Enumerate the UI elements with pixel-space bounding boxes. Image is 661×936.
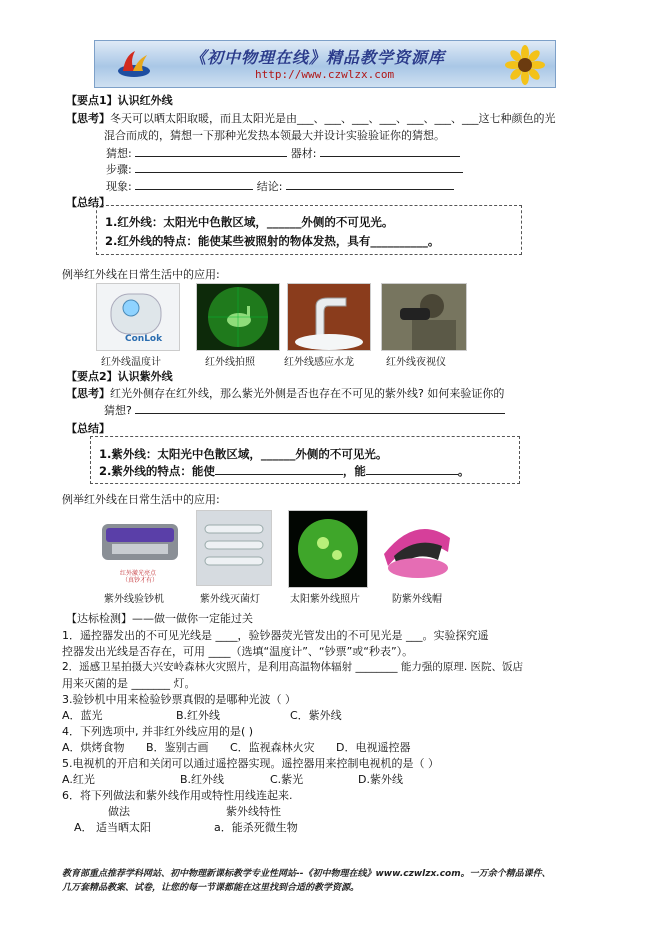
q4-option-b[interactable]: B．鉴别古画 (146, 741, 209, 754)
summary1-item-1: 1.红外线：太阳光中色散区域，______外侧的不可见光。 (105, 215, 394, 229)
q4-text: 4．下列选项中, 并非红外线应用的是( ) (62, 725, 254, 738)
uv-caption-1: 紫外线验钞机 (104, 594, 164, 605)
guess-input[interactable] (135, 145, 287, 157)
summary2-label: 【总结】 (66, 422, 110, 435)
ir-caption-4: 红外线夜视仪 (386, 357, 446, 368)
detector-label-2: （真钞才有） (122, 577, 159, 584)
faucet-icon (288, 284, 370, 350)
q6-text: 6．将下列做法和紫外线作用或特性用线连起来. (62, 789, 293, 802)
q2-line-b: 用来灭菌的是 _______ 灯。 (62, 677, 196, 690)
summary2-item-2 (99, 463, 469, 479)
steps-label: 步骤: (106, 163, 132, 176)
q1-line-a: 1．遥控器发出的不可见光线是 ____，验钞器荧光管发出的不可见光是 ___。实验探究遥 (62, 629, 489, 642)
ir-examples-title: 例举红外线在日常生活中的应用: (62, 268, 220, 281)
phenomenon-label: 现象: (106, 180, 132, 193)
soldier-nightvision-icon (382, 284, 466, 350)
footer-line-2: 几万套精品教案、试卷，让您的每一节课都能在这里找到合适的教学资源。 (62, 883, 360, 893)
think2-text-1: 红光外侧存在红外线，那么紫光外侧是否也存在不可见的紫外线? 如何来验证你的 (110, 387, 505, 400)
site-banner (94, 40, 556, 88)
steps-input[interactable] (135, 161, 463, 173)
conclusion-input[interactable] (286, 178, 454, 190)
banner-url[interactable]: http://www.czwlzx.com (255, 68, 395, 81)
q2-line-a: 2．遥感卫星拍摄大兴安岭森林火灾照片，是利用高温物体辐射 ________ 能力强的原理. 医院、饭店 (62, 661, 524, 673)
banner-title: 《初中物理在线》精品教学资源库 (190, 48, 446, 67)
summary2-blank-2[interactable] (366, 463, 458, 475)
think-text-1: 冬天可以晒太阳取暖，而且太阳光是由___、___、___、___、___、___、___这七种颜色的光 (110, 112, 556, 125)
q4-option-d[interactable]: D．电视遥控器 (336, 741, 411, 754)
summary2-item-2-c: 。 (457, 464, 470, 478)
uv-sun-image (288, 510, 368, 588)
summary2-item-2-b: ，能 (342, 464, 366, 478)
think2-row-2 (104, 402, 505, 418)
equipment-label: 器材: (290, 147, 317, 160)
uv-money-detector-image (96, 510, 184, 584)
q1-line-b: 控器发出光线是否存在，可用 ____（选填“温度计”、“钞票”或“秒表”）。 (62, 645, 414, 658)
q5-option-d[interactable]: D.紫外线 (358, 773, 403, 786)
uv-hat-image (376, 508, 458, 586)
phenomenon-row (106, 178, 454, 194)
q6-col1: 做法 (108, 805, 130, 818)
uv-caption-4: 防紫外线帽 (392, 594, 442, 605)
footer-line-1: 教育部重点推荐学科网站、初中物理新课标教学专业性网站--《初中物理在线》www.czwlzx.com。一万余个精品课件、 (62, 869, 551, 879)
q5-option-c[interactable]: C.紫光 (270, 773, 304, 786)
section2-heading: 【要点2】认识紫外线 (66, 370, 173, 383)
q4-option-c[interactable]: C．监视森林火灾 (230, 741, 315, 754)
steps-row (106, 161, 463, 177)
uv-caption-2: 紫外线灭菌灯 (200, 594, 260, 605)
ir-caption-1: 红外线温度计 (101, 357, 161, 368)
think-label: 【思考】 (66, 112, 110, 125)
section1-heading: 【要点1】认识红外线 (66, 94, 173, 107)
equipment-input[interactable] (320, 145, 460, 157)
quiz-heading: 【达标检测】——做一做你一定能过关 (66, 612, 253, 625)
think-text-2: 混合而成的，猜想一下那种光发热本领最大并设计实验验证你的猜想。 (104, 129, 445, 142)
uv-hat-icon (376, 508, 458, 586)
summary2-blank-1[interactable] (215, 463, 343, 475)
detector-label-1: 红外激光亮点 (120, 570, 157, 577)
phenomenon-input[interactable] (135, 178, 253, 190)
uv-lamp-image (196, 510, 272, 586)
section1-think (66, 110, 556, 126)
summary2-box (90, 436, 520, 484)
q5-option-a[interactable]: A.红光 (62, 773, 95, 786)
summary2-item-1: 1.紫外线：太阳光中色散区域，______外侧的不可见光。 (99, 447, 388, 461)
summary1-box (96, 205, 522, 255)
think2-text-2: 猜想? (104, 404, 132, 417)
q3-text: 3.验钞机中用来检验钞票真假的是哪种光波（ ） (62, 693, 296, 706)
q5-option-b[interactable]: B.红外线 (180, 773, 225, 786)
money-detector-icon (96, 510, 184, 570)
uv-lamp-icon (197, 511, 271, 585)
q6-row1-b[interactable]: a．能杀死微生物 (214, 821, 298, 834)
summary2-item-2-a: 2.紫外线的特点：能使 (99, 464, 215, 478)
section2-think (66, 385, 504, 401)
ir-faucet-image (287, 283, 371, 351)
q6-col2: 紫外线特性 (226, 805, 281, 818)
site-logo-icon (117, 49, 151, 79)
summary1-item-2: 2.红外线的特点：能使某些被照射的物体发热，具有__________。 (105, 234, 440, 248)
think2-input[interactable] (135, 402, 505, 414)
q5-text: 5.电视机的开启和关闭可以通过遥控器实现。遥控器用来控制电视机的是（ ） (62, 757, 439, 770)
q6-row1-a[interactable]: A． 适当晒太阳 (74, 821, 152, 834)
conclusion-label: 结论: (256, 180, 283, 193)
night-deer-icon (197, 284, 279, 350)
sun-icon (289, 511, 367, 587)
ir-caption-3: 红外线感应水龙 (284, 357, 354, 368)
q3-option-a[interactable]: A．蓝光 (62, 709, 103, 722)
q3-option-b[interactable]: B.红外线 (176, 709, 221, 722)
uv-caption-3: 太阳紫外线照片 (290, 594, 360, 605)
q4-option-a[interactable]: A．烘烤食物 (62, 741, 125, 754)
q3-option-c[interactable]: C．紫外线 (290, 709, 342, 722)
ir-thermometer-image (96, 283, 180, 351)
ir-photo-image (196, 283, 280, 351)
guess-label: 猜想: (106, 147, 132, 160)
uv-examples-title: 例举红外线在日常生活中的应用: (62, 493, 220, 506)
thermometer-brand: ConLok (125, 334, 163, 344)
sunflower-icon (501, 45, 549, 85)
guess-row (106, 145, 460, 161)
ir-nightvision-image (381, 283, 467, 351)
summary1-label: 【总结】 (66, 196, 110, 209)
ir-caption-2: 红外线拍照 (205, 357, 255, 368)
think2-label: 【思考】 (66, 387, 110, 400)
